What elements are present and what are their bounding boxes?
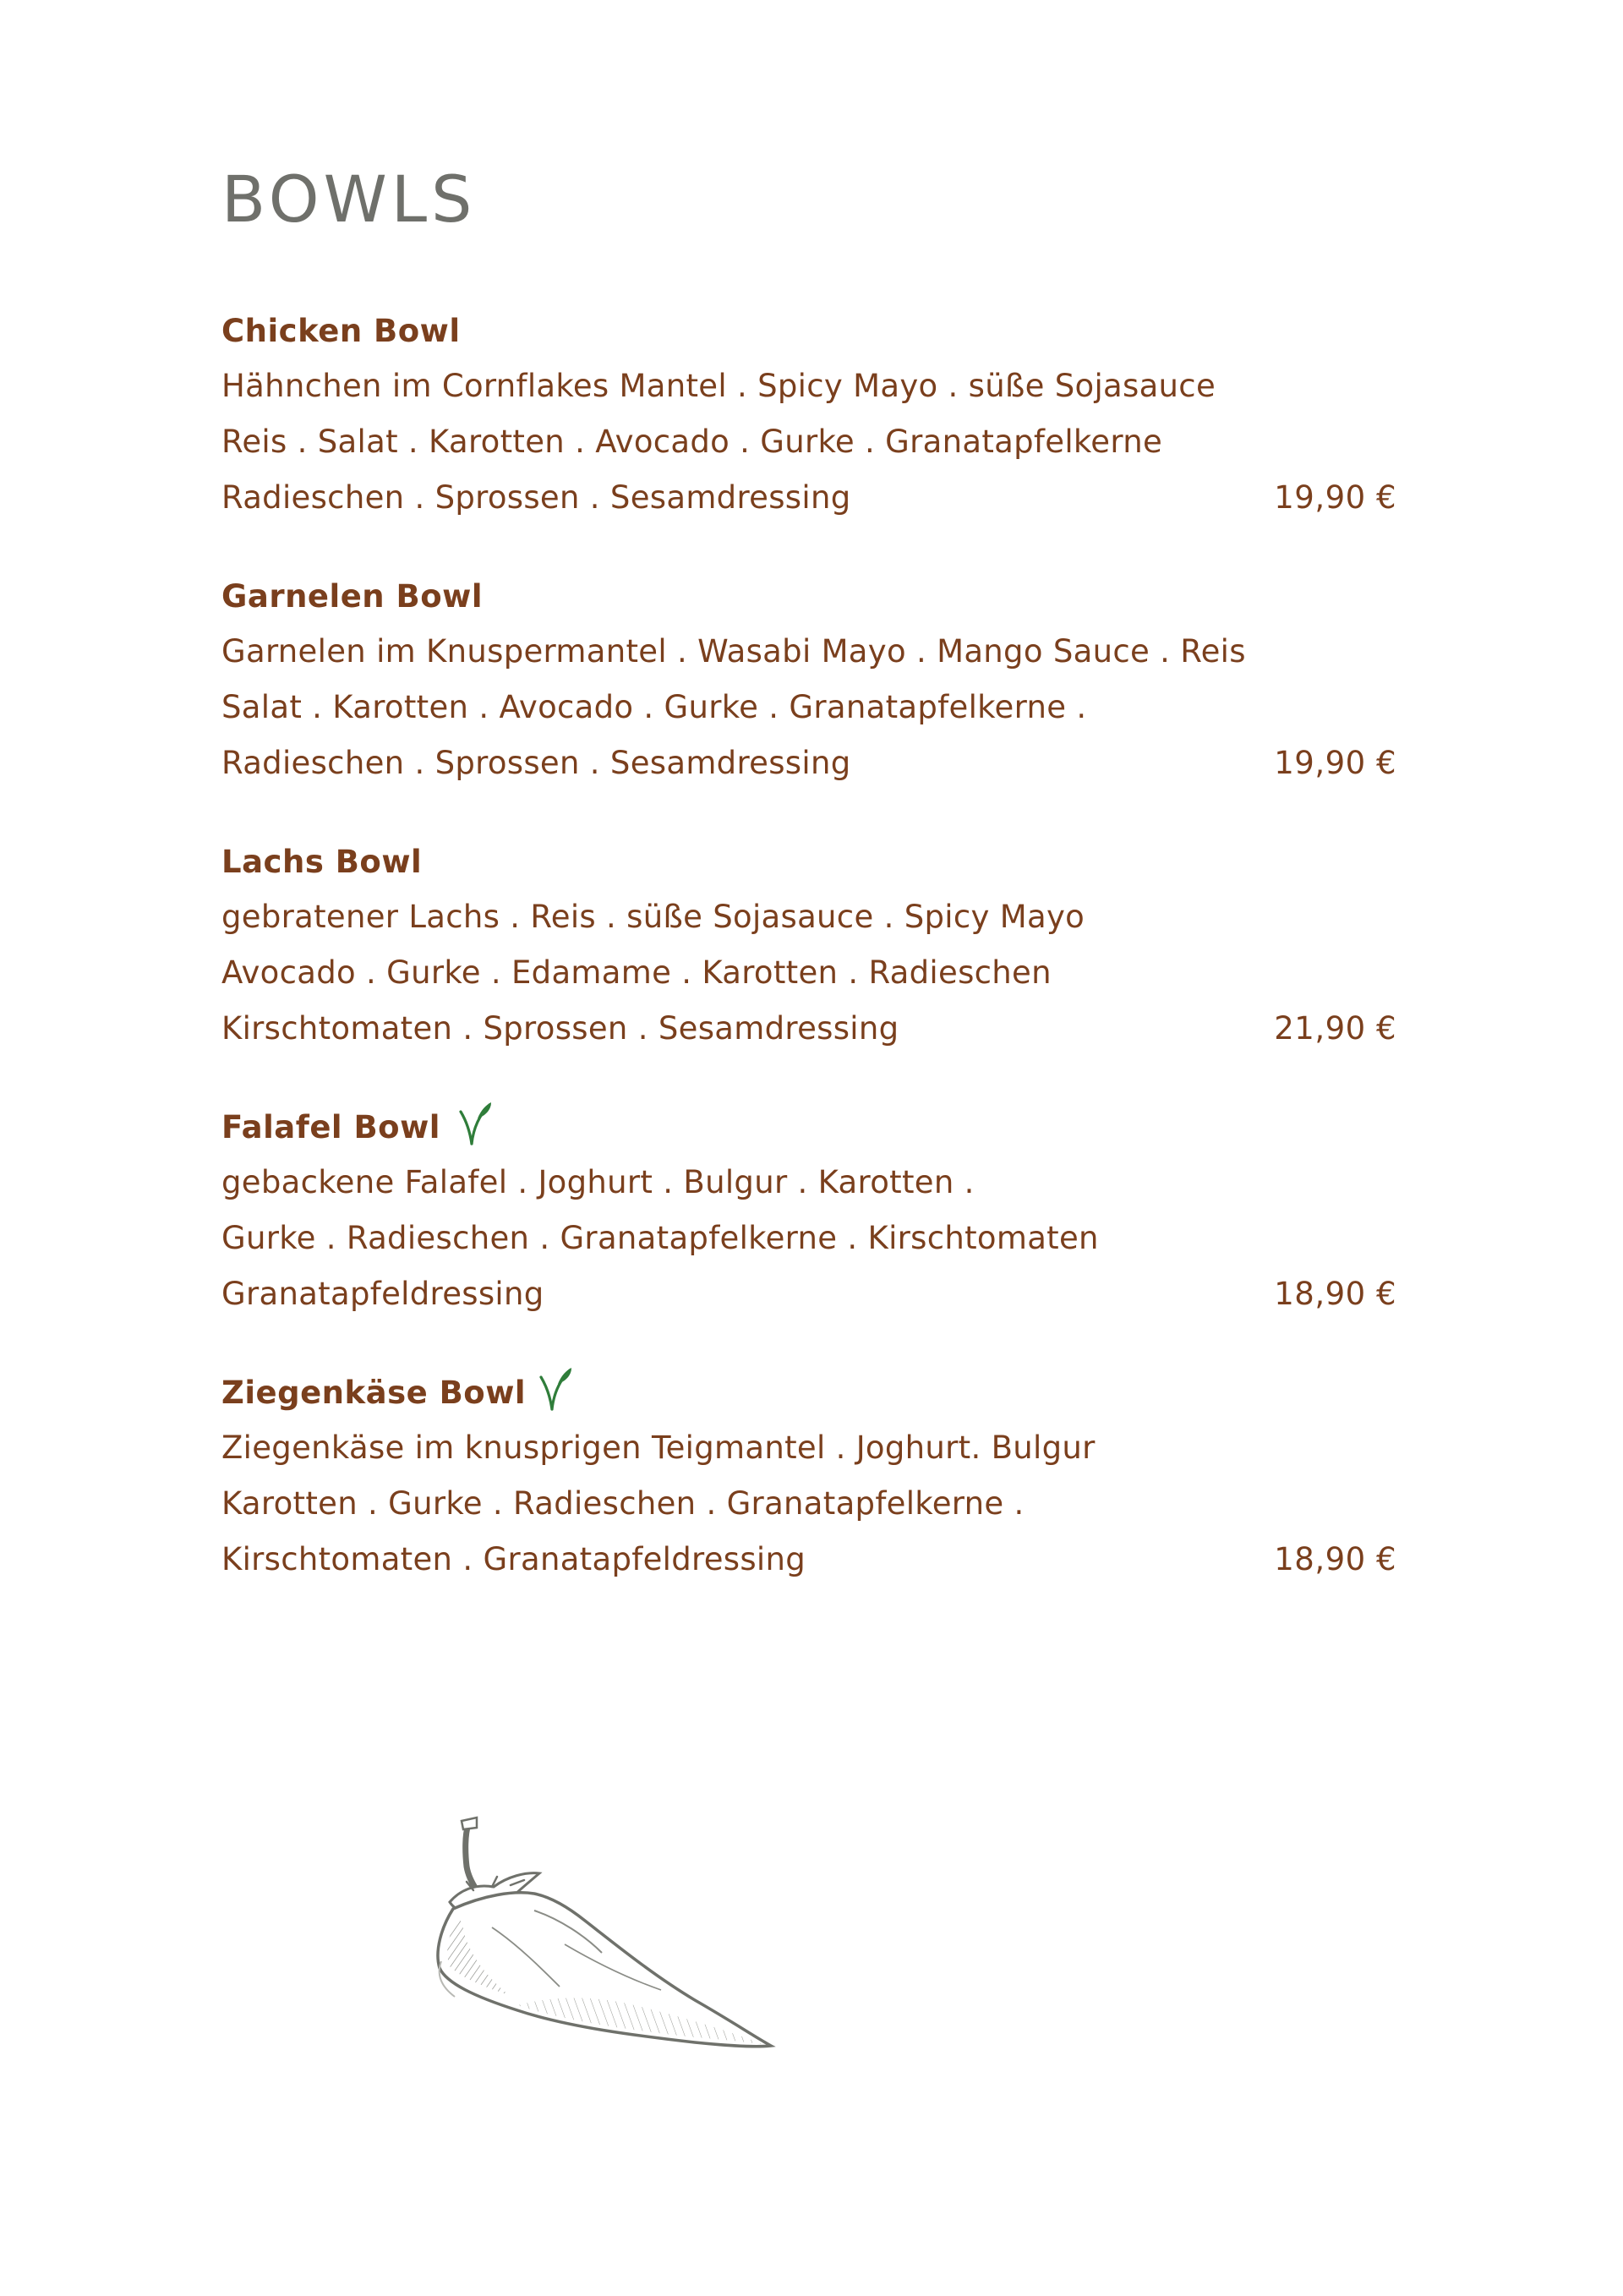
menu-item-garnelen-bowl xyxy=(221,568,1396,791)
item-description-line-last xyxy=(221,1532,1396,1588)
item-name: Chicken Bowl xyxy=(221,312,461,349)
item-price: 18,90 € xyxy=(1274,1276,1396,1312)
item-description-line: gebackene Falafel . Joghurt . Bulgur . Karotten . xyxy=(221,1164,975,1200)
item-description-text: Radieschen . Sprossen . Sesamdressing xyxy=(221,745,851,781)
item-description-line: Gurke . Radieschen . Granatapfelkerne . Kirschtomaten xyxy=(221,1220,1099,1256)
item-description-line: Avocado . Gurke . Edamame . Karotten . Radieschen xyxy=(221,954,1052,991)
item-description-line-last xyxy=(221,735,1396,791)
item-description-text: Granatapfeldressing xyxy=(221,1276,544,1312)
item-description-line: Ziegenkäse im knusprigen Teigmantel . Joghurt. Bulgur xyxy=(221,1430,1096,1466)
menu-item-falafel-bowl xyxy=(221,1099,1396,1322)
chili-pepper-icon xyxy=(416,1809,839,2080)
item-name-row xyxy=(221,303,1396,358)
item-description-text: Radieschen . Sprossen . Sesamdressing xyxy=(221,479,851,516)
page-title: BOWLS xyxy=(221,161,477,237)
item-price: 19,90 € xyxy=(1274,745,1396,781)
item-name-row xyxy=(221,834,1396,889)
item-name: Ziegenkäse Bowl xyxy=(221,1374,527,1411)
menu-item-chicken-bowl xyxy=(221,303,1396,526)
item-description-line-last xyxy=(221,1001,1396,1057)
item-description-line-last xyxy=(221,1266,1396,1322)
item-name-row xyxy=(221,568,1396,624)
vegetarian-leaf-icon xyxy=(538,1365,573,1413)
item-price: 19,90 € xyxy=(1274,479,1396,516)
item-description-line: Garnelen im Knuspermantel . Wasabi Mayo . Mango Sauce . Reis xyxy=(221,633,1246,670)
menu-list xyxy=(221,303,1396,1630)
vegetarian-leaf-icon xyxy=(457,1100,493,1147)
item-description-text: Kirschtomaten . Sprossen . Sesamdressing xyxy=(221,1010,899,1047)
item-name-row xyxy=(221,1364,1396,1420)
item-price: 21,90 € xyxy=(1274,1010,1396,1047)
item-description-line: Karotten . Gurke . Radieschen . Granatapfelkerne . xyxy=(221,1485,1025,1522)
item-name: Garnelen Bowl xyxy=(221,577,484,615)
item-description-text: Kirschtomaten . Granatapfeldressing xyxy=(221,1541,806,1577)
item-description-line: gebratener Lachs . Reis . süße Sojasauce . Spicy Mayo xyxy=(221,899,1085,935)
item-name: Lachs Bowl xyxy=(221,843,423,880)
item-name: Falafel Bowl xyxy=(221,1108,440,1145)
item-name-row xyxy=(221,1099,1396,1155)
item-price: 18,90 € xyxy=(1274,1541,1396,1577)
menu-item-lachs-bowl xyxy=(221,834,1396,1057)
item-description-line: Salat . Karotten . Avocado . Gurke . Granatapfelkerne . xyxy=(221,689,1087,725)
item-description-line: Hähnchen im Cornflakes Mantel . Spicy Mayo . süße Sojasauce xyxy=(221,368,1216,404)
item-description-line-last xyxy=(221,470,1396,526)
menu-item-ziegenkaese-bowl xyxy=(221,1364,1396,1588)
item-description-line: Reis . Salat . Karotten . Avocado . Gurke . Granatapfelkerne xyxy=(221,424,1163,460)
